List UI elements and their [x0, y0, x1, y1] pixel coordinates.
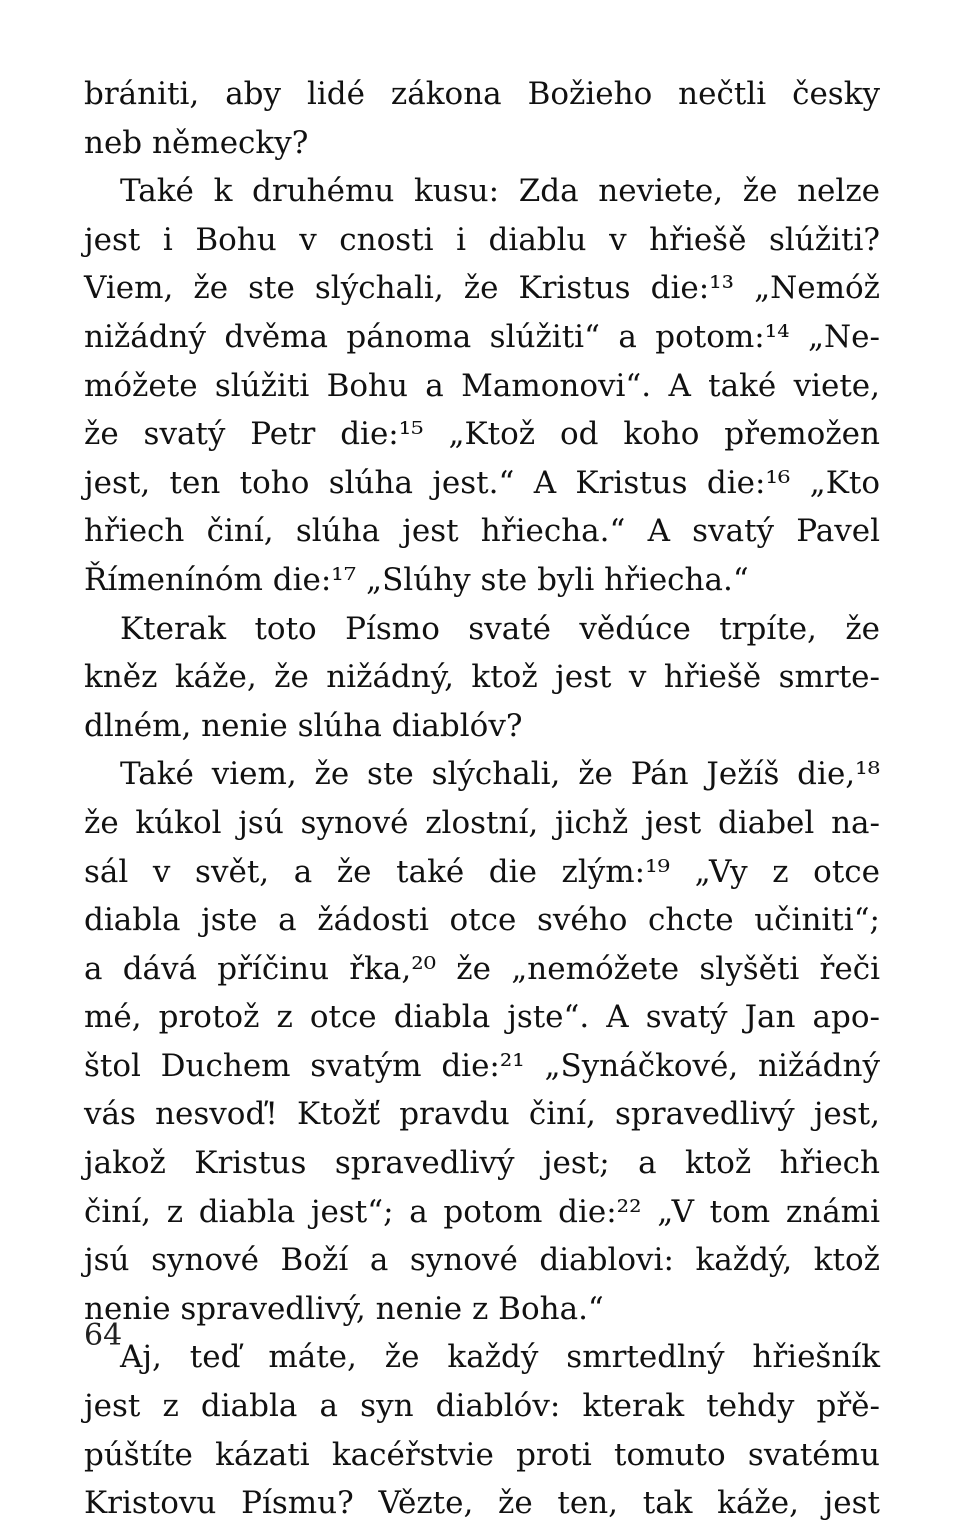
- text-line: že svatý Petr die:¹⁵ „Ktož od koho přemožen: [84, 416, 880, 453]
- text-line: sál v svět, a že také die zlým:¹⁹ „Vy z otce: [84, 853, 880, 890]
- text-line: dlném, nenie slúha diablóv?: [84, 707, 523, 744]
- text-line: móžete slúžiti Bohu a Mamonovi“. A také viete,: [84, 367, 880, 404]
- text-line: Aj, teď máte, že každý smrtedlný hřiešník: [120, 1339, 880, 1376]
- text-line: kněz káže, že nižádný, ktož jest v hřiešě smrte-: [84, 659, 880, 696]
- text-line: jakož Kristus spravedlivý jest; a ktož hřiech: [84, 1145, 880, 1182]
- text-line: púštíte kázati kacéřstvie proti tomuto svatému: [84, 1436, 880, 1473]
- text-line: Také k druhému kusu: Zda neviete, že nelze: [120, 173, 880, 210]
- text-line: Viem, že ste slýchali, že Kristus die:¹³ „Nemóž: [84, 270, 880, 307]
- text-line: hřiech činí, slúha jest hřiecha.“ A svatý Pavel: [84, 513, 880, 550]
- text-line: že kúkol jsú synové zlostní, jichž jest diabel na-: [84, 804, 880, 841]
- text-line: nenie spravedlivý, nenie z Boha.“: [84, 1290, 604, 1327]
- text-line: Římenínóm die:¹⁷ „Slúhy ste byli hřiecha.“: [84, 561, 749, 598]
- text-line: brániti, aby lidé zákona Božieho nečtli česky: [84, 76, 880, 112]
- text-line: mé, protož z otce diabla jste“. A svatý Jan apo-: [84, 999, 880, 1036]
- text-line: Kristovu Písmu? Vězte, že ten, tak káže, jest: [84, 1485, 880, 1522]
- page-number: 64: [84, 1318, 123, 1353]
- text-line: jest z diabla a syn diablóv: kterak tehdy přě-: [84, 1388, 880, 1425]
- text-line: jest i Bohu v cnosti i diablu v hřiešě slúžiti?: [84, 221, 880, 258]
- text-line: jsú synové Boží a synové diablovi: každý, ktož: [84, 1242, 880, 1279]
- text-line: Kterak toto Písmo svaté vědúce trpíte, že: [120, 610, 880, 647]
- page-body: [84, 70, 880, 1528]
- text-line: vás nesvoď! Ktožť pravdu činí, spravedlivý jest,: [84, 1096, 880, 1133]
- text-line: neb německy?: [84, 124, 309, 161]
- text-line: nižádný dvěma pánoma slúžiti“ a potom:¹⁴ „Ne-: [84, 318, 880, 355]
- text-line: a dává příčinu řka,²⁰ že „nemóžete slyšěti řeči: [84, 950, 880, 987]
- text-line: činí, z diabla jest“; a potom die:²² „V tom známi: [84, 1193, 880, 1230]
- text-line: Také viem, že ste slýchali, že Pán Ježíš die,¹⁸: [120, 756, 880, 793]
- text-line: štol Duchem svatým die:²¹ „Synáčkové, nižádný: [84, 1047, 880, 1084]
- text-line: jest, ten toho slúha jest.“ A Kristus die:¹⁶ „Kto: [84, 464, 880, 501]
- text-line: diabla jste a žádosti otce svého chcte učiniti“;: [84, 902, 880, 939]
